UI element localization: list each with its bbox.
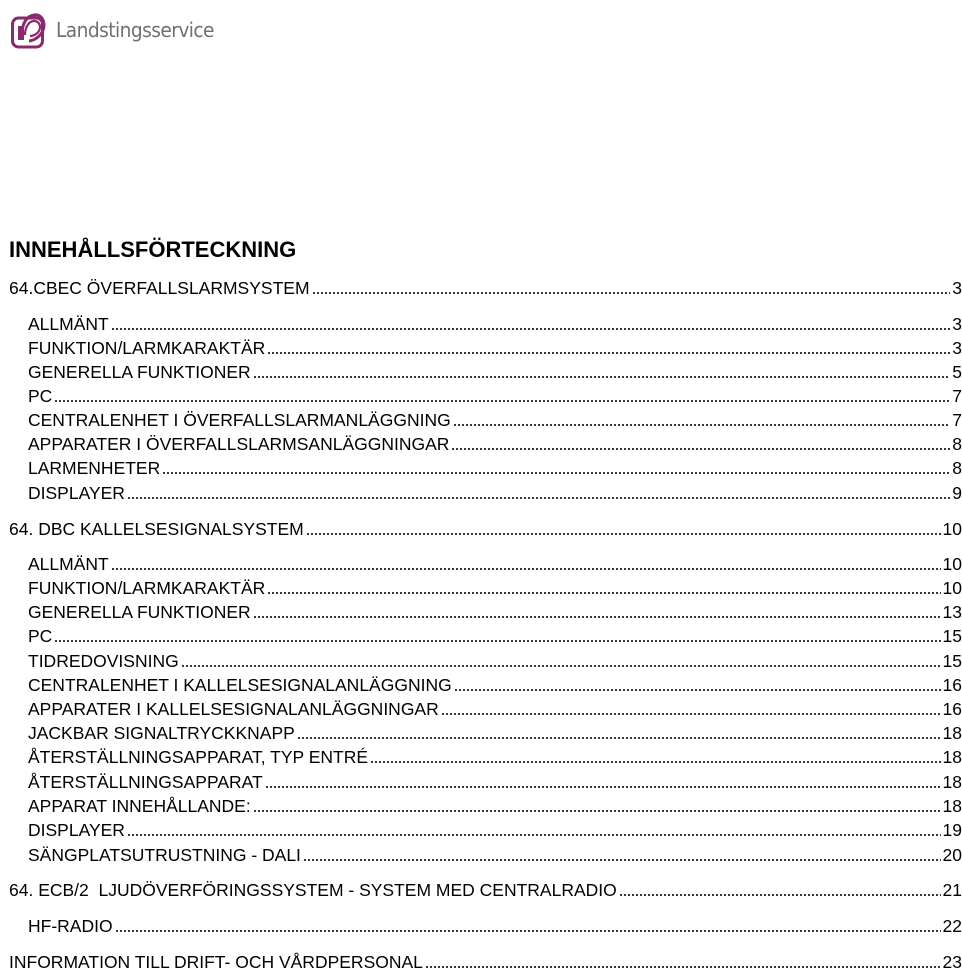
brand-name: Landstingsservice: [56, 18, 214, 42]
toc-entry[interactable]: [28, 601, 962, 623]
toc-entry-page: 3: [952, 278, 962, 298]
toc-entry-label: LARMENHETER: [28, 458, 161, 478]
toc-entry-label: 64. ECB/2 LJUDÖVERFÖRINGSSYSTEM - SYSTEM MED CENTRALRADIO: [9, 880, 617, 900]
toc-entry-label: APPARATER I KALLELSESIGNALANLÄGGNINGAR: [28, 699, 439, 719]
toc-entry-label: SÄNGPLATSUTRUSTNING - DALI: [28, 845, 301, 865]
toc-entry[interactable]: [28, 819, 962, 841]
toc-entry-label: GENERELLA FUNKTIONER: [28, 602, 251, 622]
toc-entry-page: 7: [952, 386, 962, 406]
toc-entry[interactable]: [28, 385, 962, 407]
toc-entry-label: GENERELLA FUNKTIONER: [28, 362, 251, 382]
toc-entry-page: 3: [952, 314, 962, 334]
toc-entry-page: 3: [952, 338, 962, 358]
toc-entry-page: 15: [942, 651, 962, 671]
toc-entry[interactable]: [9, 879, 962, 901]
dot-leader: [127, 820, 941, 836]
dot-leader: [253, 602, 941, 618]
toc-entry-page: 23: [942, 952, 962, 972]
toc-entry[interactable]: [28, 577, 962, 599]
dot-leader: [306, 519, 941, 535]
toc-entry-label: TIDREDOVISNING: [28, 651, 179, 671]
dot-leader: [454, 675, 941, 691]
dot-leader: [303, 845, 941, 861]
toc-entry-page: 10: [942, 554, 962, 574]
toc-entry-page: 8: [952, 434, 962, 454]
toc-entry-page: 22: [942, 916, 962, 936]
toc-entry[interactable]: [28, 409, 962, 431]
toc-entry-page: 18: [942, 723, 962, 743]
dot-leader: [267, 578, 940, 594]
toc-entry[interactable]: [28, 674, 962, 696]
toc-entry[interactable]: [28, 746, 962, 768]
toc-entry-page: 16: [942, 675, 962, 695]
toc-entry-page: 15: [942, 626, 962, 646]
toc-entry[interactable]: [28, 361, 962, 383]
toc-entry-label: ALLMÄNT: [28, 554, 109, 574]
dot-leader: [370, 747, 940, 763]
dot-leader: [619, 880, 941, 896]
toc-entry-label: FUNKTION/LARMKARAKTÄR: [28, 578, 266, 598]
toc-entry-label: 64.CBEC ÖVERFALLSLARMSYSTEM: [9, 278, 310, 298]
toc-entry-label: PC: [28, 386, 53, 406]
toc-entry-label: INFORMATION TILL DRIFT- OCH VÅRDPERSONAL: [9, 952, 423, 972]
toc-entry[interactable]: [28, 722, 962, 744]
dot-leader: [265, 772, 941, 788]
toc-entry-page: 9: [952, 483, 962, 503]
toc-entry[interactable]: [28, 553, 962, 575]
toc-entry[interactable]: [28, 915, 962, 937]
toc-entry[interactable]: [28, 625, 962, 647]
toc-entry-page: 13: [942, 602, 962, 622]
toc-entry-label: ALLMÄNT: [28, 314, 109, 334]
toc-entry-page: 20: [942, 845, 962, 865]
toc-entry-label: DISPLAYER: [28, 820, 125, 840]
dot-leader: [54, 386, 950, 402]
toc-entry-label: JACKBAR SIGNALTRYCKKNAPP: [28, 723, 295, 743]
dot-leader: [54, 626, 940, 642]
dot-leader: [253, 796, 941, 812]
toc-entry[interactable]: [28, 337, 962, 359]
dot-leader: [297, 723, 941, 739]
dot-leader: [441, 699, 941, 715]
toc-title: INNEHÅLLSFÖRTECKNING: [9, 237, 297, 262]
toc-entry-page: 16: [942, 699, 962, 719]
toc-entry-label: APPARATER I ÖVERFALLSLARMSANLÄGGNINGAR: [28, 434, 450, 454]
dot-leader: [453, 410, 951, 426]
toc-entry-label: PC: [28, 626, 53, 646]
toc-entry[interactable]: [9, 277, 962, 299]
dot-leader: [451, 434, 950, 450]
dot-leader: [115, 916, 941, 932]
dot-leader: [111, 554, 941, 570]
toc-entry-page: 18: [942, 747, 962, 767]
toc-entry[interactable]: [28, 457, 962, 479]
toc-entry-label: CENTRALENHET I ÖVERFALLSLARMANLÄGGNING: [28, 410, 451, 430]
toc-entry-label: HF-RADIO: [28, 916, 113, 936]
toc-entry-label: ÅTERSTÄLLNINGSAPPARAT, TYP ENTRÉ: [28, 747, 369, 767]
dot-leader: [111, 314, 951, 330]
toc-entry-page: 18: [942, 796, 962, 816]
toc-entry-page: 18: [942, 772, 962, 792]
toc-entry[interactable]: [28, 771, 962, 793]
toc-entry-label: APPARAT INNEHÅLLANDE:: [28, 796, 251, 816]
toc-entry-label: 64. DBC KALLELSESIGNALSYSTEM: [9, 519, 304, 539]
dot-leader: [425, 952, 941, 968]
toc-entry-page: 10: [942, 519, 962, 539]
dot-leader: [267, 338, 950, 354]
toc-entry[interactable]: [28, 698, 962, 720]
toc-entry[interactable]: [9, 518, 962, 540]
toc-entry[interactable]: [28, 844, 962, 866]
toc-entry-page: 19: [942, 820, 962, 840]
dot-leader: [253, 362, 951, 378]
toc-entry-label: CENTRALENHET I KALLELSESIGNALANLÄGGNING: [28, 675, 452, 695]
toc-entry[interactable]: [28, 313, 962, 335]
toc-entry[interactable]: [28, 433, 962, 455]
dot-leader: [181, 651, 941, 667]
toc-entry[interactable]: [28, 482, 962, 504]
brand-logo: [11, 10, 226, 50]
toc-entry-page: 5: [952, 362, 962, 382]
landstingsservice-logo-icon: [11, 11, 47, 49]
toc-entry-page: 21: [942, 880, 962, 900]
toc-entry-page: 10: [942, 578, 962, 598]
toc-entry[interactable]: [9, 951, 962, 971]
toc-entry-label: ÅTERSTÄLLNINGSAPPARAT: [28, 772, 263, 792]
toc-entry[interactable]: [28, 650, 962, 672]
dot-leader: [312, 278, 951, 294]
toc-entry-page: 7: [952, 410, 962, 430]
dot-leader: [162, 458, 950, 474]
toc-entry-page: 8: [952, 458, 962, 478]
toc-entry[interactable]: [28, 795, 962, 817]
toc-entry-label: FUNKTION/LARMKARAKTÄR: [28, 338, 266, 358]
dot-leader: [127, 483, 950, 499]
toc-entry-label: DISPLAYER: [28, 483, 125, 503]
